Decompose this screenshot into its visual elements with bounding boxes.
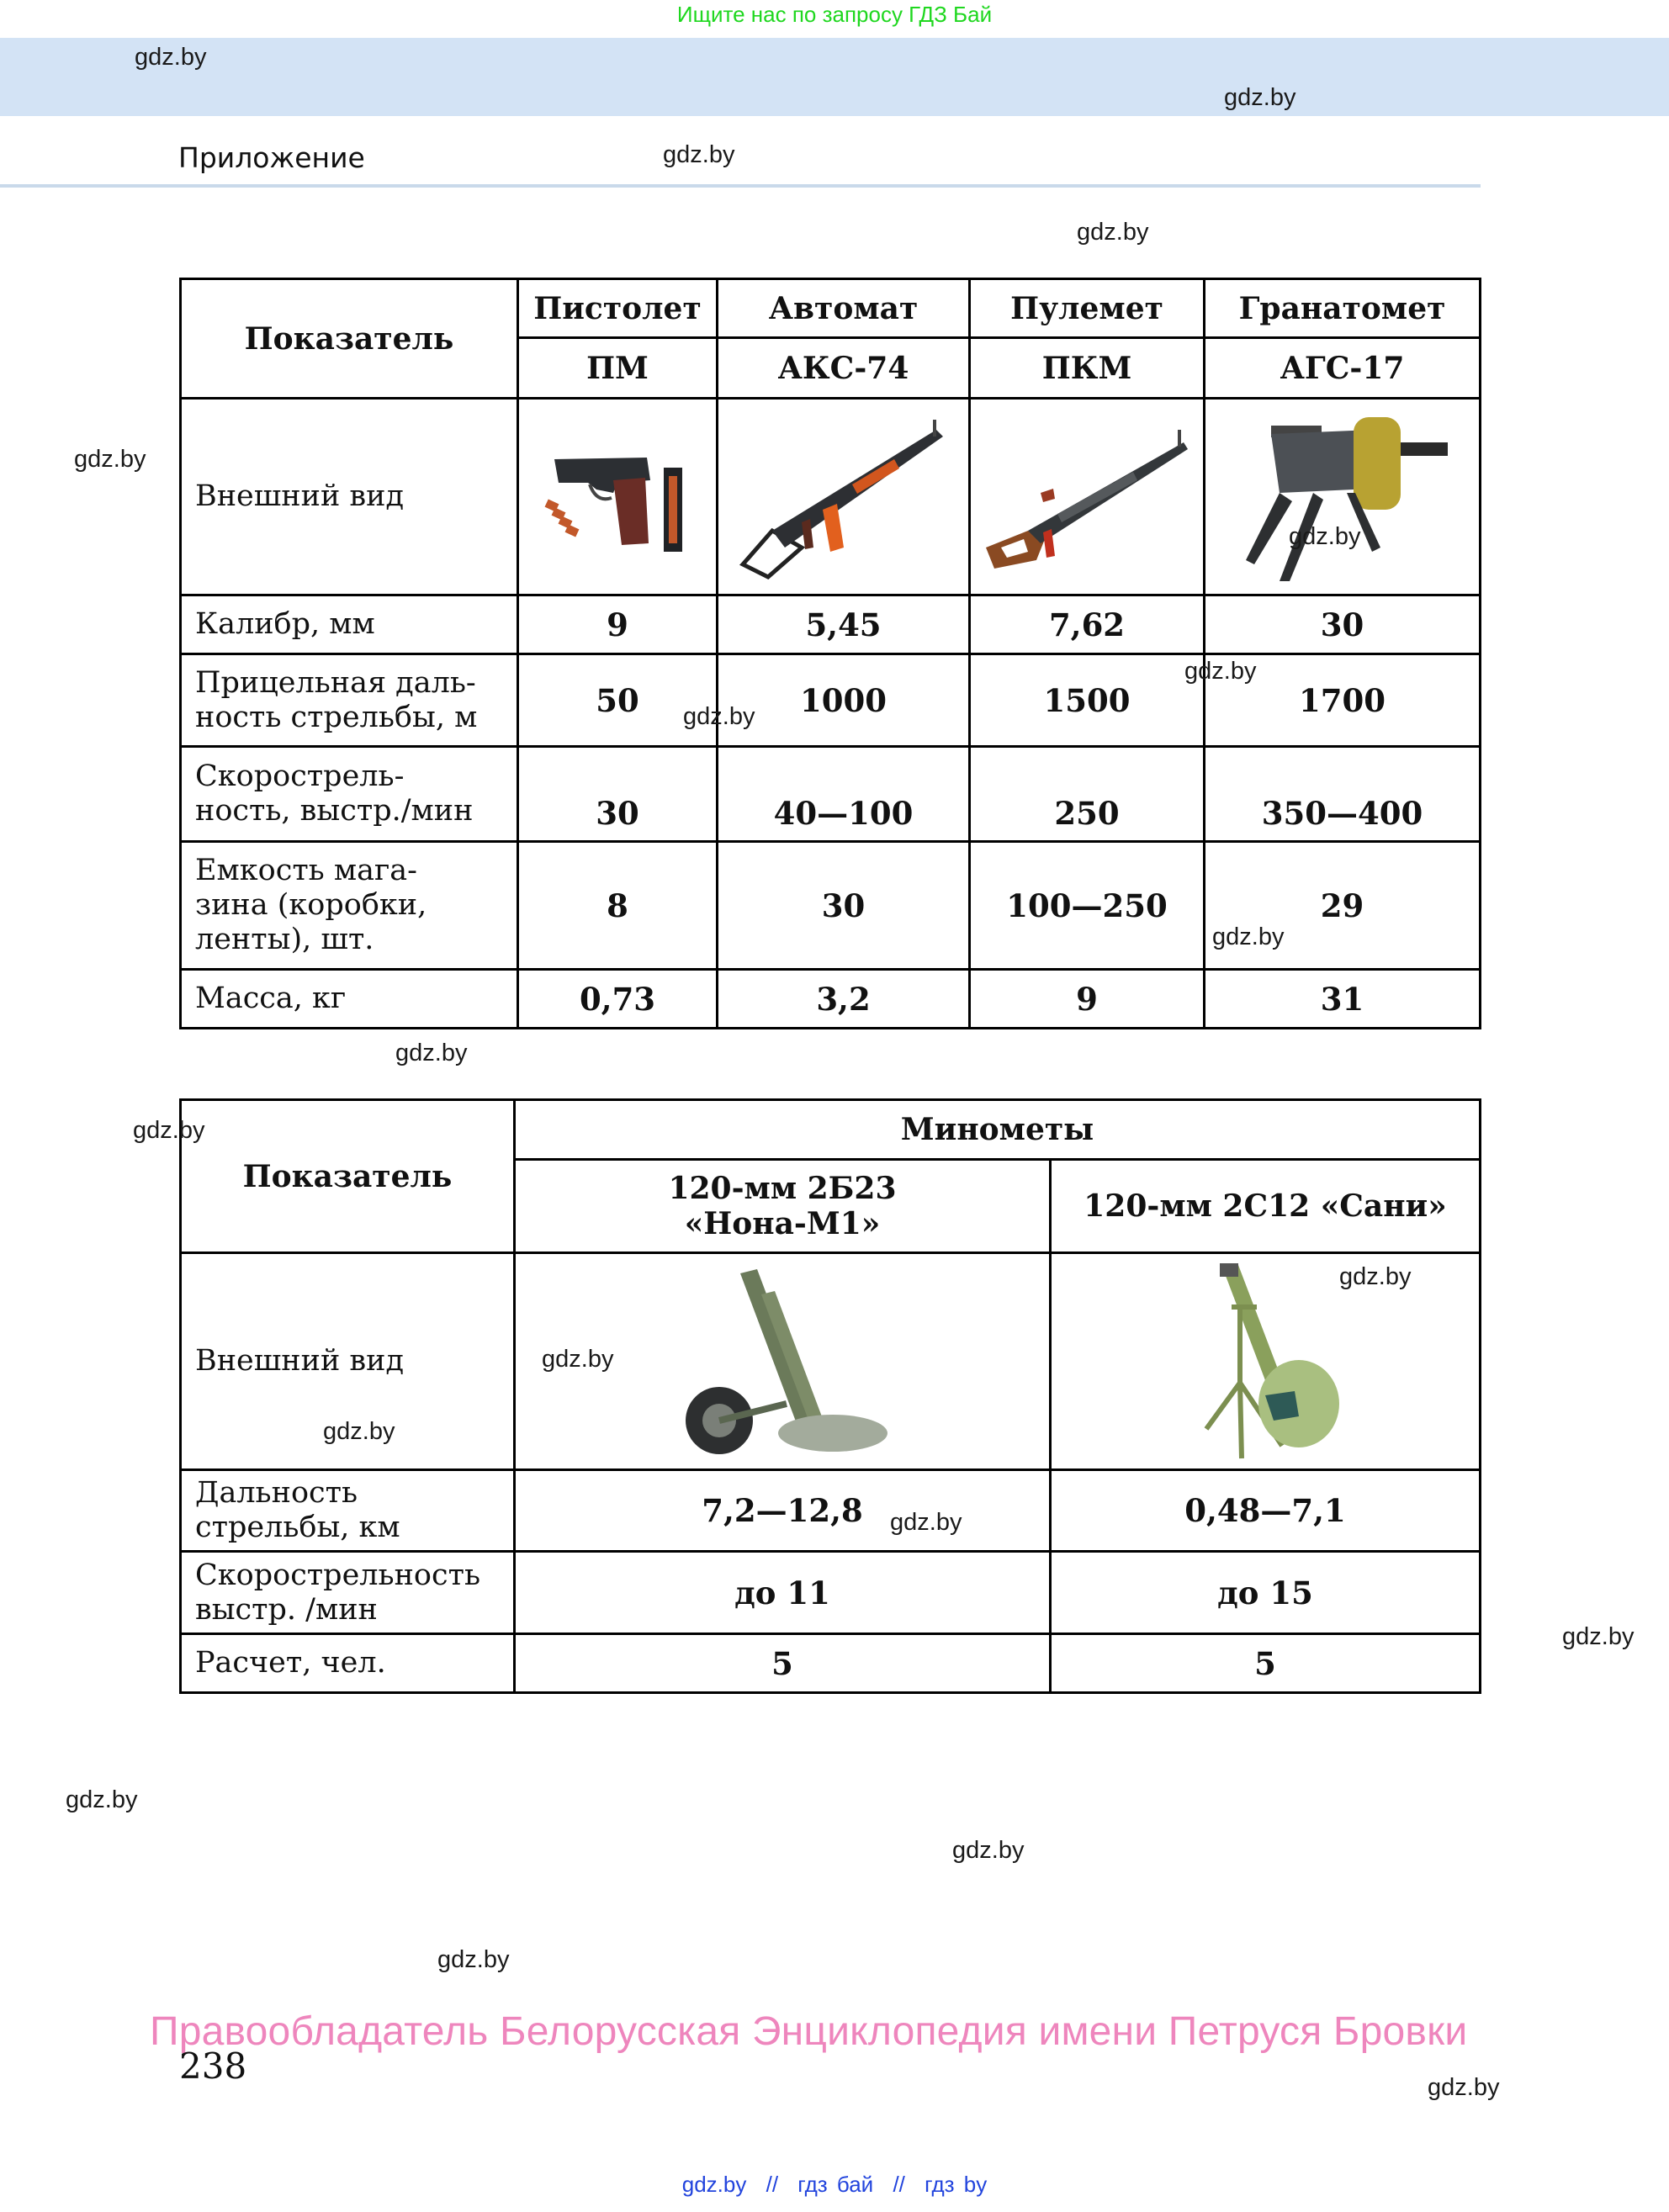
rifle-aks74-image [718,399,970,595]
watermark: gdz.by [1212,923,1285,950]
copyright-notice: Правообладатель Белорусская Энциклопедия имени Петруся Бровки [150,2009,1468,2054]
header-weapon-type: Гранатомет [1205,279,1481,338]
cell-value: 9 [518,595,718,654]
cell-value: 7,62 [970,595,1205,654]
cell-value: 1500 [970,654,1205,747]
cell-value: 50 [518,654,718,747]
cell-value: 3,2 [718,970,970,1029]
row-label: Масса, кг [181,970,518,1029]
cell-value: до 15 [1051,1552,1481,1634]
watermark: gdz.by [395,1040,468,1066]
watermark: gdz.by [542,1346,614,1373]
cell-value: 250 [970,747,1205,842]
small-arms-table [179,278,1481,1029]
header-weapon-type: Автомат [718,279,970,338]
cell-value: 5 [515,1634,1051,1693]
watermark: gdz.by [1562,1623,1635,1650]
cell-value: 30 [1205,595,1481,654]
cell-value: 100—250 [970,842,1205,970]
watermark: gdz.by [135,44,207,71]
watermark: gdz.by [1289,523,1361,550]
header-mortar-model: 120-мм 2С12 «Сани» [1051,1160,1481,1253]
header-indicator: Показатель [181,1100,515,1253]
header-weapon-type: Пистолет [518,279,718,338]
watermark: gdz.by [663,141,735,168]
cell-value: 30 [518,747,718,842]
cell-value: 8 [518,842,718,970]
cell-value: 31 [1205,970,1481,1029]
header-weapon-model: АГС-17 [1205,338,1481,399]
cell-value: 1000 [718,654,970,747]
cell-value: 350—400 [1205,747,1481,842]
footer-link-gdz-by-cyr[interactable]: гдз by [925,2172,988,2197]
watermark: gdz.by [1184,658,1257,685]
header-indicator: Показатель [181,279,518,399]
cell-value: 9 [970,970,1205,1029]
cell-value: 0,48—7,1 [1051,1470,1481,1552]
watermark: gdz.by [890,1509,962,1536]
pistol-pm-image [518,399,718,595]
row-label: Скорострельность выстр. /мин [181,1552,515,1634]
grenade-launcher-ags17-image [1205,399,1481,595]
row-label: Расчет, чел. [181,1634,515,1693]
header-group-mortars: Минометы [515,1100,1481,1160]
header-weapon-model: АКС-74 [718,338,970,399]
header-mortar-model: 120-мм 2Б23 «Нона-М1» [515,1160,1051,1253]
cell-value: 5,45 [718,595,970,654]
footer-link-gdz-bai[interactable]: гдз бай [797,2172,874,2197]
footer-separator: // [893,2172,905,2197]
row-label: Внешний вид [181,399,518,595]
row-label: Дальность стрельбы, км [181,1470,515,1552]
cell-value: 1700 [1205,654,1481,747]
row-label: Емкость мага- зина (коробки, ленты), шт. [181,842,518,970]
cell-value: 7,2—12,8 [515,1470,1051,1552]
row-label: Скорострель- ность, выстр./мин [181,747,518,842]
mortars-table [179,1098,1481,1694]
watermark: gdz.by [323,1418,395,1445]
cell-value: 29 [1205,842,1481,970]
cell-value: 40—100 [718,747,970,842]
mortar-2s12-sani-image [1051,1253,1481,1470]
watermark: gdz.by [1428,2074,1500,2101]
header-band [0,38,1669,116]
row-label: Внешний вид [181,1253,515,1470]
section-title: Приложение [178,141,365,174]
watermark: gdz.by [1339,1263,1412,1290]
watermark: gdz.by [74,446,146,473]
watermark: gdz.by [952,1837,1025,1864]
cell-value: 0,73 [518,970,718,1029]
watermark: gdz.by [1077,219,1149,246]
header-weapon-model: ПМ [518,338,718,399]
cell-value: 30 [718,842,970,970]
search-hint-banner: Ищите нас по запросу ГДЗ Бай [676,2,993,27]
footer-separator: // [766,2172,779,2197]
cell-value: до 11 [515,1552,1051,1634]
watermark: gdz.by [437,1946,510,1973]
machinegun-pkm-image [970,399,1205,595]
header-weapon-model: ПКМ [970,338,1205,399]
row-label: Прицельная даль- ность стрельбы, м [181,654,518,747]
cell-value: 5 [1051,1634,1481,1693]
footer-links [0,2172,1669,2198]
watermark: gdz.by [1224,84,1296,111]
watermark: gdz.by [683,703,755,730]
page-number: 238 [179,2045,247,2087]
watermark: gdz.by [66,1786,138,1813]
header-weapon-type: Пулемет [970,279,1205,338]
section-divider [0,184,1481,188]
row-label: Калибр, мм [181,595,518,654]
watermark: gdz.by [133,1117,205,1144]
footer-link-gdz-by[interactable]: gdz.by [681,2172,747,2197]
